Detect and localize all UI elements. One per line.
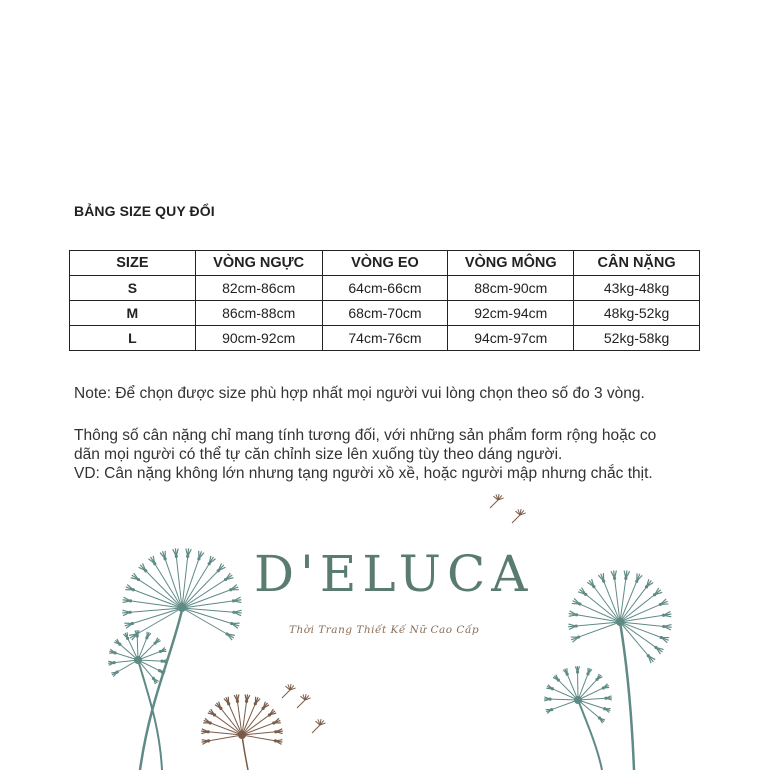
weight-value: 43kg-48kg [574,276,700,301]
waist-value: 64cm-66cm [322,276,448,301]
waist-value: 68cm-70cm [322,301,448,326]
chest-value: 90cm-92cm [195,326,322,351]
header-chest: VÒNG NGỰC [195,251,322,276]
size-label: M [70,301,196,326]
dandelion-right-small-icon [544,666,612,723]
note-text: Note: Để chọn được size phù hợp nhất mọi người vui lòng chọn theo số đo 3 vòng. [74,385,645,402]
header-hip: VÒNG MÔNG [448,251,574,276]
header-weight: CÂN NẶNG [574,251,700,276]
size-label: L [70,326,196,351]
dandelion-left-large-icon [122,548,242,640]
waist-value: 74cm-76cm [322,326,448,351]
size-label: S [70,276,196,301]
chest-value: 82cm-86cm [195,276,322,301]
hip-value: 88cm-90cm [448,276,574,301]
hip-value: 94cm-97cm [448,326,574,351]
header-waist: VÒNG EO [322,251,448,276]
weight-value: 48kg-52kg [574,301,700,326]
hip-value: 92cm-94cm [448,301,574,326]
spec-line: dãn mọi người có thể tự căn chỉnh size lên xuống tùy theo dáng người. [74,446,563,463]
size-chart-title: BẢNG SIZE QUY ĐỔI [74,203,215,219]
dandelion-right-large-icon [568,570,672,663]
brand-tagline: Thời Trang Thiết Kế Nữ Cao Cấp [289,624,480,636]
spec-line: VD: Cân nặng không lớn nhưng tạng người xồ xề, hoặc người mập nhưng chắc thịt. [74,465,653,482]
brand-logo: D'ELUCA [254,545,534,603]
spec-line: Thông số cân nặng chỉ mang tính tương đối, với những sản phẩm form rộng hoặc co [74,427,657,444]
chest-value: 86cm-88cm [195,301,322,326]
dandelion-seed-icon [282,494,526,733]
dandelion-left-small-icon [108,630,168,684]
weight-value: 52kg-58kg [574,326,700,351]
header-size: SIZE [70,251,196,276]
